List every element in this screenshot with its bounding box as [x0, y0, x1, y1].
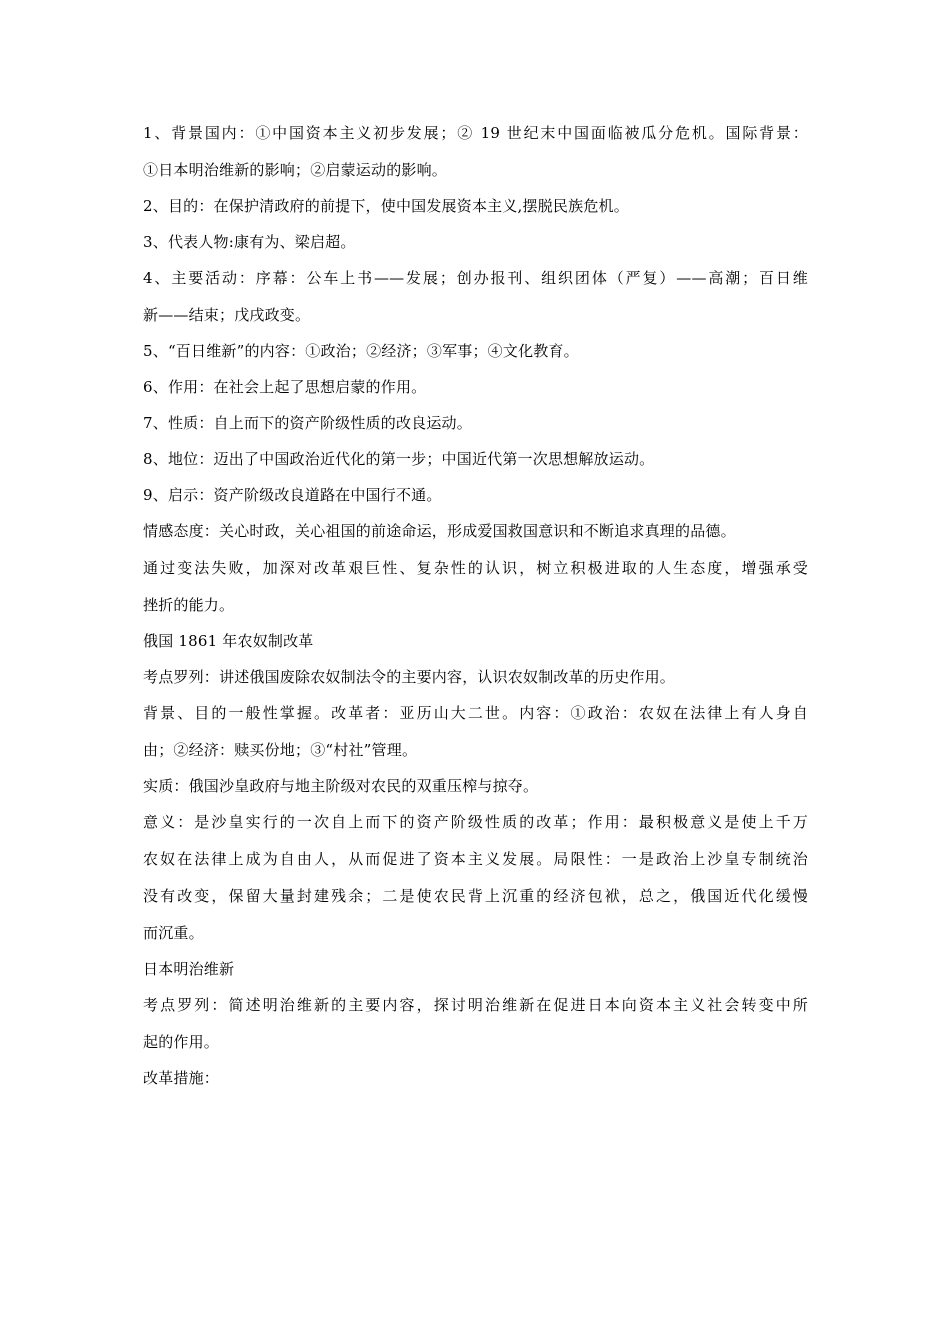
text-line: 1、背景国内：①中国资本主义初步发展；② 19 世纪末中国面临被瓜分危机。国际背景： — [143, 124, 808, 142]
text-line: 2、目的：在保护清政府的前提下，使中国发展资本主义,摆脱民族危机。 — [143, 197, 629, 215]
text-line: 实质：俄国沙皇政府与地主阶级对农民的双重压榨与掠夺。 — [143, 777, 539, 795]
text-line: 由；②经济：赎买份地；③“村社”管理。 — [143, 741, 418, 759]
text-line: 没有改变，保留大量封建残余；二是使农民背上沉重的经济包袱，总之，俄国近代化缓慢 — [143, 887, 808, 905]
text-line: 而沉重。 — [143, 924, 204, 942]
text-line: 农奴在法律上成为自由人，从而促进了资本主义发展。局限性：一是政治上沙皇专制统治 — [143, 850, 808, 868]
text-line: 意义：是沙皇实行的一次自上而下的资产阶级性质的改革；作用：最积极意义是使上千万 — [143, 813, 808, 831]
text-line: 9、启示：资产阶级改良道路在中国行不通。 — [143, 486, 442, 504]
text-line: 考点罗列：讲述俄国废除农奴制法令的主要内容，认识农奴制改革的历史作用。 — [143, 668, 676, 686]
text-line: 起的作用。 — [143, 1033, 220, 1051]
text-line: 5、“百日维新”的内容：①政治；②经济；③军事；④文化教育。 — [143, 342, 579, 360]
text-line: 考点罗列：简述明治维新的主要内容，探讨明治维新在促进日本向资本主义社会转变中所 — [143, 996, 808, 1014]
text-line: 通过变法失败，加深对改革艰巨性、复杂性的认识，树立积极进取的人生态度，增强承受 — [143, 559, 808, 577]
text-line: 4、主要活动：序幕：公车上书——发展；创办报刊、组织团体（严复）——高潮；百日维 — [143, 269, 808, 287]
text-line: 挫折的能力。 — [143, 596, 235, 614]
text-line: 7、性质：自上而下的资产阶级性质的改良运动。 — [143, 414, 472, 432]
text-line: 改革措施： — [143, 1069, 220, 1087]
text-line: 情感态度：关心时政，关心祖国的前途命运，形成爱国救国意识和不断追求真理的品德。 — [143, 522, 736, 540]
section-heading: 俄国 1861 年农奴制改革 — [143, 632, 314, 650]
text-line: 3、代表人物:康有为、梁启超。 — [143, 233, 356, 251]
text-line: ①日本明治维新的影响；②启蒙运动的影响。 — [143, 161, 448, 179]
section-heading: 日本明治维新 — [143, 960, 235, 978]
document-body — [143, 124, 808, 1087]
text-line: 6、作用：在社会上起了思想启蒙的作用。 — [143, 378, 427, 396]
text-line: 背景、目的一般性掌握。改革者：亚历山大二世。内容：①政治：农奴在法律上有人身自 — [143, 704, 808, 722]
text-line: 8、地位：迈出了中国政治近代化的第一步；中国近代第一次思想解放运动。 — [143, 450, 655, 468]
text-line: 新——结束；戊戌政变。 — [143, 306, 311, 324]
